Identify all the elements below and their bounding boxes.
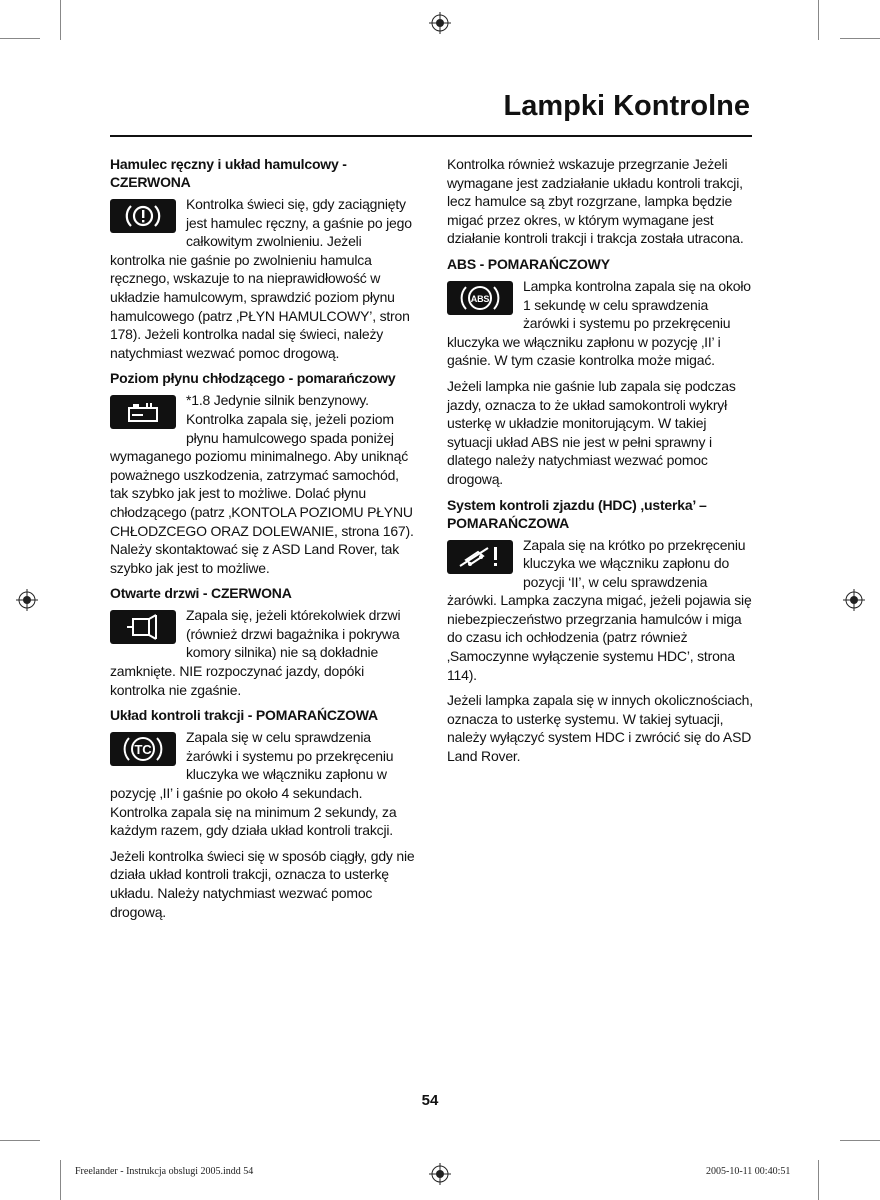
footer-timestamp: 2005-10-11 00:40:51 [706,1166,791,1177]
abs-heading: ABS - POMARAŃCZOWY [447,255,610,272]
traction-control-icon [110,732,176,766]
abs-icon-label: ABS [470,293,490,304]
crop-mark [60,0,61,40]
registration-mark-icon [16,589,38,611]
coolant-paragraph [110,391,415,577]
traction-text: Zapala się w celu sprawdzenia żarówki i systemu po przekręceniu kluczyka we włączniku zapłonu w pozycję ‚II’ i gaśnie po około 4 sekundach. Kontrolka zapala się na minimum 2 sekundy, za każdym razem, gdy działa układ kontroli trakcji. [110,729,397,839]
page-title: Lampki Kontrolne [503,90,750,122]
hdc-paragraph [447,536,755,685]
traction-icon-label: TC [134,742,152,758]
brake-paragraph [110,195,415,362]
left-column [110,155,415,928]
traction-heading: Układ kontroli trakcji - POMARAŃCZOWA [110,707,378,724]
traction-text-2: Jeżeli kontrolka świeci się w sposób ciągły, gdy nie działa układ kontroli trakcji, oznacza to usterkę układu. Należy natychmiast wezwać pomoc drogową. [110,847,415,920]
door-open-icon [110,610,176,644]
traction-paragraph [110,728,415,840]
doors-text: Zapala się, jeżeli którekolwiek drzwi (również drzwi bagażnika i pokrywa komory silnika) nie są dokładnie zamknięte. NIE rozpoczynać jazdy, dopóki kontrolka nie zgaśnie. [110,607,401,698]
crop-mark [818,1160,819,1200]
right-column [447,155,755,773]
hdc-text: Zapala się na krótko po przekręceniu kluczyka we włączniku zapłonu do pozycji ‘II’, w celu sprawdzenia żarówki. Lampka zaczyna migać, jeżeli pojawia się niebezpieczeństwo przegrzania hamulców i miga do czasu ich ochłodzenia (patrz również ‚Samoczynne wyłączenie systemu HDC’, strona 114). [447,536,752,683]
coolant-heading: Poziom płynu chłodzącego - pomarańczowy [110,370,396,387]
registration-mark-icon [429,12,451,34]
abs-paragraph [447,277,755,370]
title-rule [110,135,752,137]
hdc-heading: System kontroli zjazdu (HDC) ‚usterka’ – POMARAŃCZOWA [447,496,707,531]
abs-icon [447,281,513,315]
brake-heading: Hamulec ręczny i układ hamulcowy - CZERWONA [110,156,347,190]
page-number: 54 [421,1092,439,1109]
abs-text-2: Jeżeli lampka nie gaśnie lub zapala się podczas jazdy, oznacza to że układ samokontroli wykrył usterkę w układzie monitorującym. W takiej sytuacji układ ABS nie jest w pełni sprawny i dlatego należy natychmiast wezwać pomoc drogową. [447,377,736,487]
brake-text: Kontrolka świeci się, gdy zaciągnięty jest hamulec ręczny, a gaśnie po jego całkowitym zwolnieniu. Jeżeli kontrolka nie gaśnie po zwolnieniu hamulca ręcznego, wskazuje to na nieprawidłowość w układzie hamulcowym, sprawdzić poziom płynu hamulcowego (patrz ‚PŁYN HAMULCOWY’, stron 178). Jeżeli kontrolka nadal się świeci, należy natychmiast wezwać pomoc drogową. [110,196,412,361]
hdc-text-2: Jeżeli lampka zapala się w innych okolicznościach, oznacza to usterkę systemu. W takiej sytuacji, należy wyłączyć system HDC i zwrócić się do ASD Land Rover. [447,692,753,765]
registration-mark-icon [429,1163,451,1185]
crop-mark [0,1140,40,1141]
crop-mark [818,0,819,40]
coolant-text: *1.8 Jedynie silnik benzynowy. Kontrolka zapala się, jeżeli poziom płynu hamulcowego spada poniżej wymaganego poziomu minimalnego. Aby uniknąć poważnego uszkodzenia, zatrzymać samochód, tak szybko jak jest to możliwe. Dolać płynu chłodzącego (patrz ‚KONTOLA POZIOMU PŁYNU CHŁODZCEGO ORAZ DOLEWANIE, strona 167). Należy skontaktować się z ASD Land Rover, tak szybko jak jest to możliwe. [110,392,414,576]
doors-paragraph [110,606,415,699]
crop-mark [840,38,880,39]
crop-mark [0,38,40,39]
abs-text: Lampka kontrolna zapala się na około 1 sekundę w celu sprawdzenia żarówki i systemu po przekręceniu kluczyka we włączniku zapłonu w pozycję ‚II’ i gaśnie. W tym czasie kontrolka może migać. [447,277,751,369]
hdc-fault-icon [447,540,513,574]
crop-mark [840,1140,880,1141]
footer-file-info: Freelander - Instrukcja obslugi 2005.indd 54 [75,1166,254,1177]
coolant-level-icon [110,395,176,429]
brake-warning-icon [110,199,176,233]
crop-mark [60,1160,61,1200]
overheat-intro: Kontrolka również wskazuje przegrzanie Jeżeli wymagane jest zadziałanie układu kontroli trakcji, lecz hamulce są zbyt rozgrzane, lampka będzie migać przez okres, w którym wymagane jest działanie kontroli trakcji i trakcja została utracona. [447,156,744,247]
registration-mark-icon [843,589,865,611]
doors-heading: Otwarte drzwi - CZERWONA [110,585,292,602]
